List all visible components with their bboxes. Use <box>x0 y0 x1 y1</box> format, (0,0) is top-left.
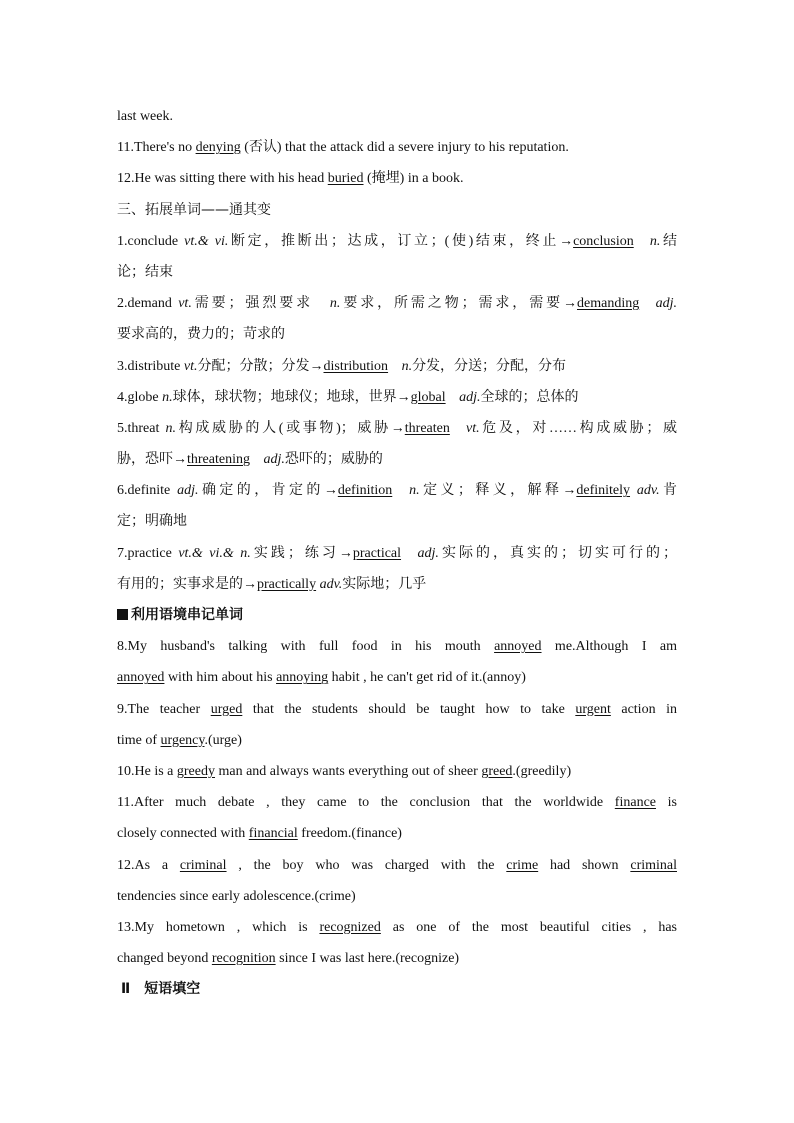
answer-blank: recognition <box>211 951 276 967</box>
text-line <box>117 101 677 132</box>
pos-label: vt.& vi.& n. <box>178 545 251 561</box>
pos-label: vt. <box>178 296 192 312</box>
text: 6.definite <box>117 483 178 499</box>
text: 4.globe <box>117 389 163 405</box>
text: 危及，对……构成威胁；威 <box>479 420 677 436</box>
text: habit , he can't get rid of it.(annoy) <box>328 670 526 686</box>
answer-blank: greedy <box>176 763 215 779</box>
pos-label: vt. <box>183 358 198 374</box>
entry-2-cont <box>117 319 677 350</box>
sentence-12b-cont <box>117 881 677 912</box>
text: 11.There's no <box>117 140 196 156</box>
section-heading <box>117 195 677 226</box>
text: 10.He is a <box>117 763 177 779</box>
text: .(greedily) <box>512 763 572 779</box>
answer-blank: annoying <box>276 670 329 686</box>
entry-7-cont <box>117 569 677 600</box>
text: tendencies since early adolescence.(crime) <box>117 888 356 904</box>
pos-label: n. <box>398 358 413 374</box>
text: had shown <box>538 857 631 873</box>
text: 需要；强烈要求 <box>191 296 330 312</box>
text: 构成威胁的人(或事物)；威胁→ <box>176 420 405 436</box>
text: 实践；练习→ <box>250 545 353 561</box>
text: 1.conclude <box>117 233 185 249</box>
text: (掩埋) in a book. <box>363 171 464 187</box>
part-heading <box>117 974 677 1005</box>
answer-blank: criminal <box>179 857 227 873</box>
text: last week. <box>117 109 173 124</box>
answer-blank: recognized <box>319 919 381 935</box>
answer-blank: practical <box>352 545 402 561</box>
heading-text: 利用语境串记单词 <box>131 607 243 623</box>
answer-blank: crime <box>506 857 539 873</box>
sentence-8-cont <box>117 662 677 693</box>
answer-blank: threaten <box>404 420 450 436</box>
pos-label: adj. <box>177 483 199 499</box>
heading-text: 三、拓展单词——通其变 <box>117 201 271 218</box>
sentence-13-cont <box>117 943 677 974</box>
sentence-11b <box>117 787 677 818</box>
text: 恐吓的；威胁的 <box>284 452 383 468</box>
text: time of <box>117 732 161 748</box>
answer-blank: urged <box>210 701 243 717</box>
answer-blank: greed <box>481 763 513 779</box>
answer-blank: definitely <box>576 483 631 499</box>
entry-6 <box>117 475 677 506</box>
heading-text: 短语填空 <box>144 981 201 998</box>
sentence-11 <box>117 132 677 163</box>
sentence-13 <box>117 912 677 943</box>
text: 12.As a <box>117 857 180 873</box>
text: 2.demand <box>117 296 179 312</box>
text: 断定，推断出；达成，订立；(使)结束，终止→ <box>228 233 574 249</box>
text: closely connected with <box>117 826 249 842</box>
text: 球体，球状物；地球仪；地球，世界→ <box>172 389 411 405</box>
answer-blank: global <box>410 389 446 405</box>
answer-blank: distribution <box>323 358 389 374</box>
text: since I was last here.(recognize) <box>275 951 460 967</box>
text: 分配；分散；分发→ <box>197 358 324 374</box>
text: 定义；释义，解释→ <box>419 483 577 499</box>
pos-label: adj. <box>649 296 677 312</box>
sentence-12b <box>117 850 677 881</box>
answer-blank: conclusion <box>573 233 634 249</box>
text: with him about his <box>164 670 277 686</box>
answer-blank: denying <box>195 140 241 156</box>
sentence-9 <box>117 694 677 725</box>
square-bullet-icon <box>117 609 128 620</box>
text: 实际地；几乎 <box>342 576 427 592</box>
text: action in <box>610 701 677 717</box>
text: 胁，恐吓→ <box>117 452 187 468</box>
text: 8.My husband's talking with full food in his mouth <box>117 639 495 655</box>
answer-blank: annoyed <box>494 639 542 655</box>
text: 论；结束 <box>117 264 173 280</box>
answer-blank: urgency <box>160 732 205 748</box>
entry-1 <box>117 226 677 257</box>
pos-label: n. <box>162 389 173 405</box>
text: man and always wants everything out of sheer <box>214 763 482 779</box>
sentence-9-cont <box>117 725 677 756</box>
text: 要求，所需之物；需求，需要→ <box>340 296 577 312</box>
text: 13.My hometown , which is <box>117 919 320 935</box>
answer-blank: demanding <box>577 296 640 312</box>
answer-blank: urgent <box>575 701 611 717</box>
text: 结 <box>660 233 677 249</box>
entry-6-cont <box>117 506 677 537</box>
pos-label: n. <box>165 420 177 436</box>
text: 5.threat <box>117 420 166 436</box>
text: 12.He was sitting there with his head <box>117 171 328 187</box>
pos-label: adj. <box>455 389 481 405</box>
text: 全球的；总体的 <box>480 389 579 405</box>
entry-4 <box>117 382 677 413</box>
answer-blank: threatening <box>187 452 250 468</box>
pos-label: n. <box>643 233 661 249</box>
text: 肯 <box>659 483 677 499</box>
text: 分发，分送；分配，分布 <box>412 358 567 374</box>
entry-2 <box>117 288 677 319</box>
answer-blank: buried <box>327 171 364 187</box>
text: as one of the most beautiful cities , has <box>380 919 677 935</box>
roman-numeral: Ⅱ <box>121 981 131 998</box>
entry-3 <box>117 351 677 382</box>
sentence-12 <box>117 163 677 194</box>
pos-label: n. <box>402 483 420 499</box>
text: 11.After much debate , they came to the conclusion that the worldwide <box>117 795 615 811</box>
text: 要求高的，费力的；苛求的 <box>117 327 285 343</box>
entry-1-cont <box>117 257 677 288</box>
text: changed beyond <box>117 951 212 967</box>
answer-blank: criminal <box>630 857 677 873</box>
text: (否认) that the attack did a severe injury to his reputation. <box>240 140 569 156</box>
pos-label: vt.& vi. <box>184 233 229 249</box>
entry-5-cont <box>117 444 677 475</box>
pos-label: adj. <box>411 545 439 561</box>
text: 9.The teacher <box>117 701 211 717</box>
subsection-heading <box>117 600 677 631</box>
text: 确定的，肯定的→ <box>198 483 338 499</box>
answer-blank: practically <box>257 576 317 592</box>
text: 定；明确地 <box>117 514 187 530</box>
text: me.Although I am <box>541 639 677 655</box>
text: 3.distribute <box>117 358 184 374</box>
pos-label: adv. <box>630 483 660 499</box>
sentence-8 <box>117 631 677 662</box>
answer-blank: annoyed <box>117 670 165 686</box>
text: that the students should be taught how to take <box>242 701 576 717</box>
entry-7 <box>117 538 677 569</box>
text: .(urge) <box>204 732 242 748</box>
answer-blank: finance <box>614 795 656 811</box>
sentence-10 <box>117 756 677 787</box>
pos-label: n. <box>329 296 341 312</box>
pos-label: adv. <box>316 576 343 592</box>
text: is <box>656 795 677 811</box>
text: , the boy who was charged with the <box>226 857 507 873</box>
text: 有用的；实事求是的→ <box>117 576 257 592</box>
entry-5 <box>117 413 677 444</box>
pos-label: vt. <box>459 420 480 436</box>
text: freedom.(finance) <box>297 826 402 842</box>
text: 实际的，真实的；切实可行的； <box>438 545 677 561</box>
pos-label: adj. <box>259 452 285 468</box>
text: 7.practice <box>117 545 179 561</box>
document-content <box>117 101 677 1005</box>
answer-blank: financial <box>248 826 298 842</box>
sentence-11b-cont <box>117 818 677 849</box>
answer-blank: definition <box>337 483 393 499</box>
